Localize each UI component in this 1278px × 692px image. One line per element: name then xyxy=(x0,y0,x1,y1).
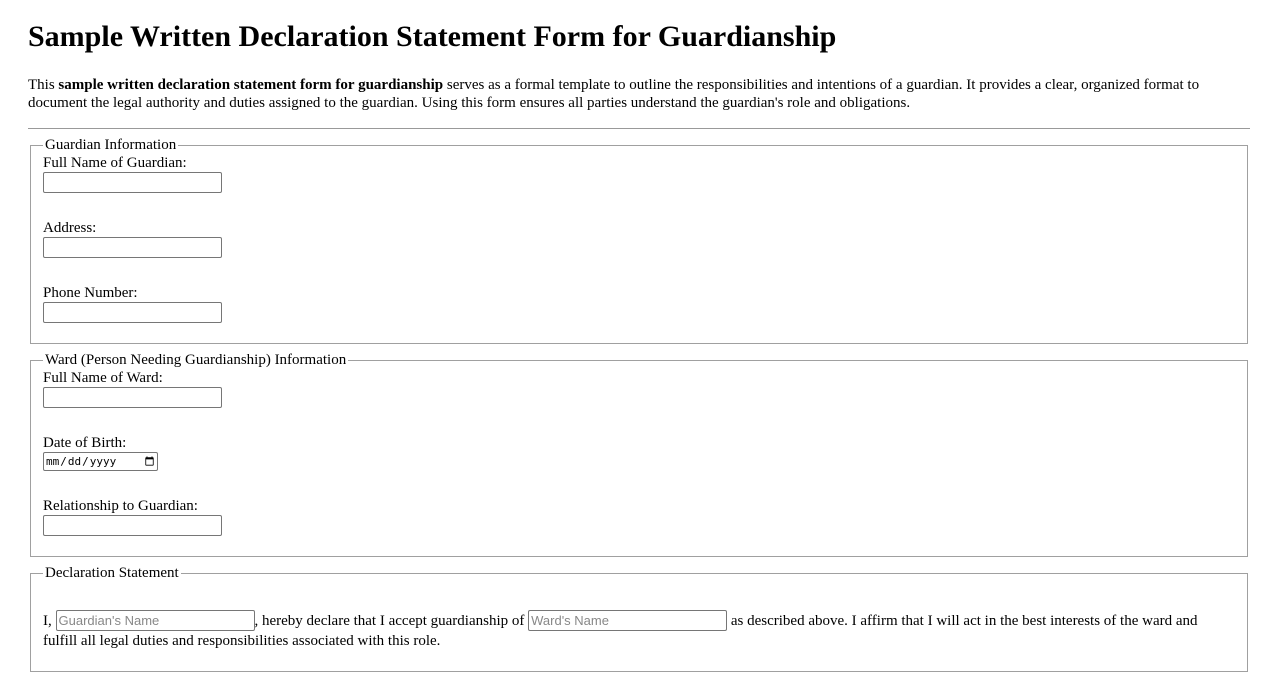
section-legend: Ward (Person Needing Guardianship) Information xyxy=(45,352,347,368)
guardian-information-section xyxy=(30,137,1248,344)
section-legend: Declaration Statement xyxy=(45,565,179,581)
intro-paragraph: This sample written declaration statement form for guardianship serves as a formal template to outline the responsibilities and intentions of a guardian. It provides a clear, organized format to document the legal authority and duties assigned to the guardian. Using this form ensures all parties understand the guardian's role and obligations. xyxy=(28,77,1200,111)
relationship-input[interactable] xyxy=(43,515,222,536)
page-title: Sample Written Declaration Statement Form for Guardianship xyxy=(28,20,837,53)
divider xyxy=(28,128,1250,129)
dob-label: Date of Birth: xyxy=(43,435,127,451)
address-label: Address: xyxy=(43,220,97,236)
declaration-guardian-name-input[interactable] xyxy=(56,610,255,631)
declaration-ward-name-input[interactable] xyxy=(528,610,727,631)
guardian-name-input[interactable] xyxy=(43,172,222,193)
phone-input[interactable] xyxy=(43,302,222,323)
ward-name-label: Full Name of Ward: xyxy=(43,370,163,386)
guardian-name-label: Full Name of Guardian: xyxy=(43,155,187,171)
declaration-text: I, Guardian's Name , hereby declare that I accept guardianship of Ward's Name as described above. I affirm that I will act in the best interests of the ward and fulfill all legal duties and responsibilities associated with this role. xyxy=(43,610,1235,651)
ward-information-section xyxy=(30,352,1248,557)
address-input[interactable] xyxy=(43,237,222,258)
phone-label: Phone Number: xyxy=(43,285,138,301)
declaration-section xyxy=(30,565,1248,672)
section-legend: Guardian Information xyxy=(45,137,177,153)
relationship-label: Relationship to Guardian: xyxy=(43,498,198,514)
ward-name-input[interactable] xyxy=(43,387,222,408)
dob-input[interactable] xyxy=(43,452,158,471)
